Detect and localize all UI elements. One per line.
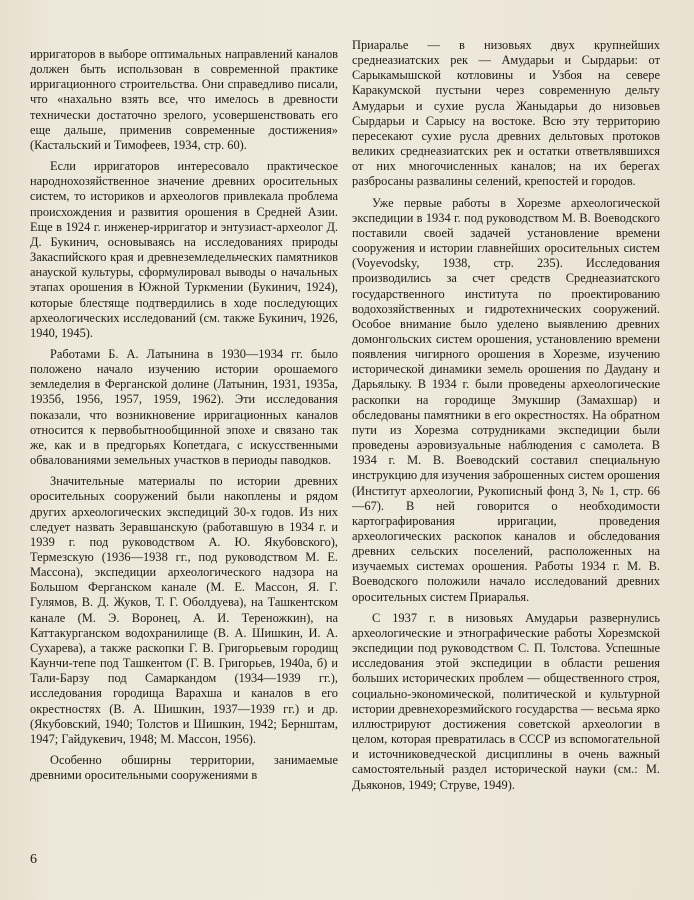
paragraph: Работами Б. А. Латынина в 1930—1934 гг. было положено начало изучению истории орошаемого земледелия в Ферганской долине (Латынин, 1931, 1935а, 1935б, 1956, 1957, 1959, 1962). Эти исследования показали, что возникновение ирригационных каналов относится к первобытнообщинной эпохе и связано так же, как и в предгорьях Копетдага, с искусственными обвалованиями земельных участков в периоды паводков. <box>30 346 338 468</box>
paragraph: Уже первые работы в Хорезме археологической экспедиции в 1934 г. под руководством М. В. Воеводского поставили своей задачей установление времени сооружения и истории главнейших оросительных систем (Voyevodsky, 1938, стр. 235). Исследования производились за счет средств Среднеазиатского государственного института по проектированию водохозяйственных и гидротехнических сооружений. Особое внимание было уделено выявлению древних домонгольских систем орошения, установлению времени появления чигирного орошения в Хорезме, изучению исторической динамики земель орошения по Даудану и Дарьялыку. В 1934 г. были проведены археологические раскопки на городище Змукшир (Замахшар) и обследованы памятники в его окрестностях. На обратном пути из Хорезма сотрудниками экспедиции были проведены аэровизуальные наблюдения с самолета. В 1934 г. М. В. Воеводский составил специальную инструкцию для изучения заброшенных систем орошения (Институт археологии, Рукописный фонд 3, № 1, стр. 66—67). В ней говорится о необходимости картографирования ирригации, проведения археологических раскопок каналов и обследования древних сельских поселений, расположенных на изучаемых системах орошения. Работы 1934 г. М. В. Воеводского положили начало исследований древних оросительных систем Приаралья. <box>352 195 660 604</box>
paragraph-continued: ирригаторов в выборе оптимальных направлений каналов должен быть использован в современной практике ирригационного строительства. Они справедливо писали, что «нахально взять все, что имелось в древности технически достаточно зрелого, усовершенствовать его еще дальше, применив современные достижения» (Кастальский и Тимофеев, 1934, стр. 60). <box>30 47 338 152</box>
paragraph: С 1937 г. в низовьях Амударьи развернулись археологические и этнографические работы Хорезмской экспедиции под руководством С. П. Толстова. Успешные исследования этой экспедиции в области решения больших исторических проблем — общественного строя, социально-экономической, политической и культурной истории древнехорезмийского государства — весьма ярко иллюстрируют достижения советской археологии в целом, которая превратилась в СССР из вспомогательной и источниковедческой дисциплины в очень важный самостоятельный раздел исторической науки (см.: М. Дьяконов, 1949; Струве, 1949). <box>352 610 660 792</box>
paragraph: Особенно обширны территории, занимаемые древними оросительными сооружениями в <box>30 753 338 783</box>
paragraph-continued: Приаралье — в низовьях двух крупнейших среднеазиатских рек — Амударьи и Сырдарьи: от Сарыкамышской котловины и Узбоя на севере Каракумской пустыни через современную дельту Амударьи и сухие русла Жаныдарьи до низовьев Сырдарьи и Сарысу на востоке. Всю эту территорию пересекают сухие русла древних дельтовых протоков великих среднеазиатских рек и остатки ответвлявшихся от них многочисленных каналов; на их берегах разбросаны развалины селений, крепостей и городов. <box>352 38 660 189</box>
paragraph: Если ирригаторов интересовало практическое народнохозяйственное значение древних оросительных систем, то историков и археологов привлекала проблема происхождения и развития орошения в Средней Азии. Еще в 1924 г. инженер-ирригатор и энтузиаст-археолог Д. Д. Букинич, основываясь на исследованиях природы Закаспийского края и древнеземледельческих памятников анауской культуры, сформулировал выводы о начальных этапах орошения в Южной Туркмении (Букинич, 1924), которые блестяще подтвердились в ходе последующих археологических исследований (см. также Букинич, 1926, 1940, 1945). <box>30 159 338 340</box>
paragraph: Значительные материалы по истории древних оросительных сооружений были накоплены и рядом других археологических экспедиций 30-х годов. Из них следует назвать Зеравшанскую (работавшую в 1934 г. и 1939 г. под руководством А. Ю. Якубовского), Термезскую (1936—1938 гг., под руководством М. Е. Массона), экспедиции археологического надзора на Большом Ферганском канале (М. Е. Массон, Я. Г. Гулямов, В. Д. Жуков, Т. Г. Оболдуева), на Ташкентском канале (М. Э. Воронец, А. И. Тереножкин), на Каттакурганском водохранилище (В. А. Шишкин, И. А. Сухарева), а также раскопки Г. В. Григорьевым городищ Каунчи-тепе под Ташкентом (Г. В. Григорьев, 1940а, б) и Тали-Барзу под Самаркандом (1934—1939 гг.), исследования городища Варахша и каналов в его окрестностях (В. А. Шишкин, 1937—1939 гг.) и др. (Якубовский, 1940; Толстов и Шишкин, 1942; Бернштам, 1947; Гайдукевич, 1948; М. Массон, 1956). <box>30 474 338 746</box>
left-text-column <box>30 47 338 783</box>
right-text-column <box>352 38 660 793</box>
page-number: 6 <box>30 852 37 867</box>
